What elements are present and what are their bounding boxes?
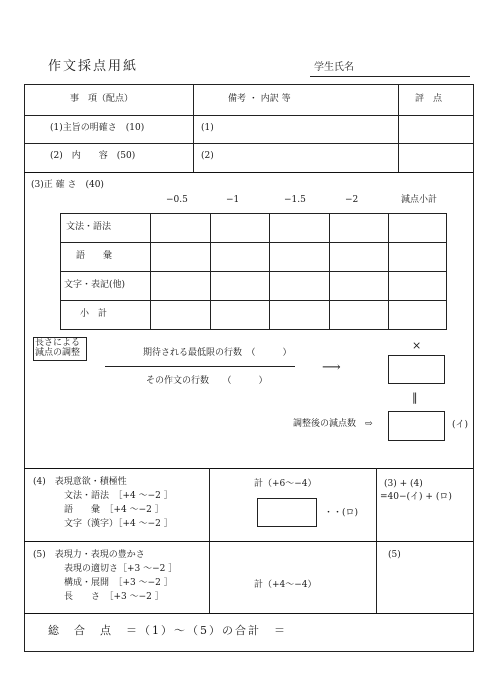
adjust-label-line1: 長さによる	[35, 338, 81, 348]
adjust-label-line2: 減点の調整	[35, 348, 81, 358]
grid-row-subtotal: 小 計	[80, 309, 108, 319]
ratio-box	[388, 355, 445, 384]
grid-row-grammar: 文法・語法	[66, 222, 112, 232]
arrow-right-icon: ⟶	[322, 360, 341, 375]
formula: =40−(イ) + (ロ)	[380, 492, 452, 502]
adjusted-marker: (イ)	[452, 420, 469, 430]
sheet-title: 作文採点用紙	[48, 59, 139, 74]
accuracy-title: (3)正 確 さ (40)	[31, 180, 104, 190]
deduction-1: −1	[226, 195, 240, 205]
row-clarity-marker: (1)	[201, 123, 214, 133]
grid-col-line	[269, 213, 270, 329]
richness-title: (5) 表現力・表現の豊かさ	[33, 550, 145, 560]
deduction-0.5: −0.5	[166, 195, 188, 205]
main-table-divider	[24, 143, 473, 144]
fraction-line	[105, 366, 295, 367]
main-table-bottom	[24, 172, 473, 173]
deduction-2: −2	[345, 195, 359, 205]
expected-lines: 期待される最低限の行数 （ ）	[143, 348, 292, 358]
deduction-1.5: −1.5	[284, 195, 306, 205]
expression-marker: ・・(ロ)	[324, 508, 359, 518]
deduction-subtotal: 減点小計	[401, 195, 438, 205]
main-table-col	[398, 84, 399, 172]
footer-top	[24, 613, 473, 614]
richness-item-structure: 構成・展開 ［+3 〜−2 ］	[64, 578, 173, 588]
times-icon: ×	[412, 339, 422, 352]
grid-col-line	[329, 213, 330, 329]
richness-item-appropriateness: 表現の適切さ［+3 〜−2 ］	[64, 564, 178, 574]
adjusted-box	[388, 411, 445, 441]
header-notes: 備考 ・ 内訳 等	[228, 94, 291, 104]
row-content: (2) 内 容 (50)	[50, 151, 136, 161]
grid-col-line	[150, 213, 151, 329]
main-table-col	[193, 84, 194, 172]
expression-title: (4) 表現意欲・積極性	[33, 477, 127, 487]
expression-total: 計（+6〜−4）	[254, 479, 317, 489]
student-name-line	[310, 76, 470, 77]
expression-item-kanji: 文字（漢字）［+4 〜−2 ］	[64, 519, 173, 529]
row-content-marker: (2)	[201, 151, 214, 161]
row-clarity: (1)主旨の明確さ (10)	[50, 123, 145, 133]
expression-item-grammar: 文法・語法 ［+4 〜−2 ］	[64, 491, 173, 501]
grid-row-vocab: 語 彙	[76, 251, 113, 261]
richness-score-marker: (5)	[388, 550, 401, 560]
formula-head: (3) + (4)	[384, 479, 423, 489]
expression-box	[257, 498, 317, 527]
actual-lines: その作文の行数 （ ）	[146, 376, 268, 386]
section5-top	[24, 541, 473, 542]
header-item: 事 項（配点）	[70, 94, 134, 104]
student-name-label: 学生氏名	[314, 62, 354, 73]
grid-col-line	[388, 213, 389, 329]
header-score: 評 点	[415, 94, 443, 104]
grid-row-notation: 文字・表記(他)	[64, 280, 126, 290]
section4-top	[24, 468, 473, 469]
equals-icon: ‖	[412, 391, 418, 404]
total-score-line: 総 合 点 ＝（1）〜（5）の合計 ＝	[48, 624, 287, 637]
expression-item-vocab: 語 彙 ［+4 〜−2 ］	[64, 505, 164, 515]
grid-col-line	[210, 213, 211, 329]
adjusted-label: 調整後の減点数 ⇨	[293, 419, 373, 429]
richness-total: 計（+4〜−4）	[254, 580, 317, 590]
main-table-divider	[24, 115, 473, 116]
richness-item-length: 長 さ ［+3 〜−2 ］	[64, 592, 164, 602]
